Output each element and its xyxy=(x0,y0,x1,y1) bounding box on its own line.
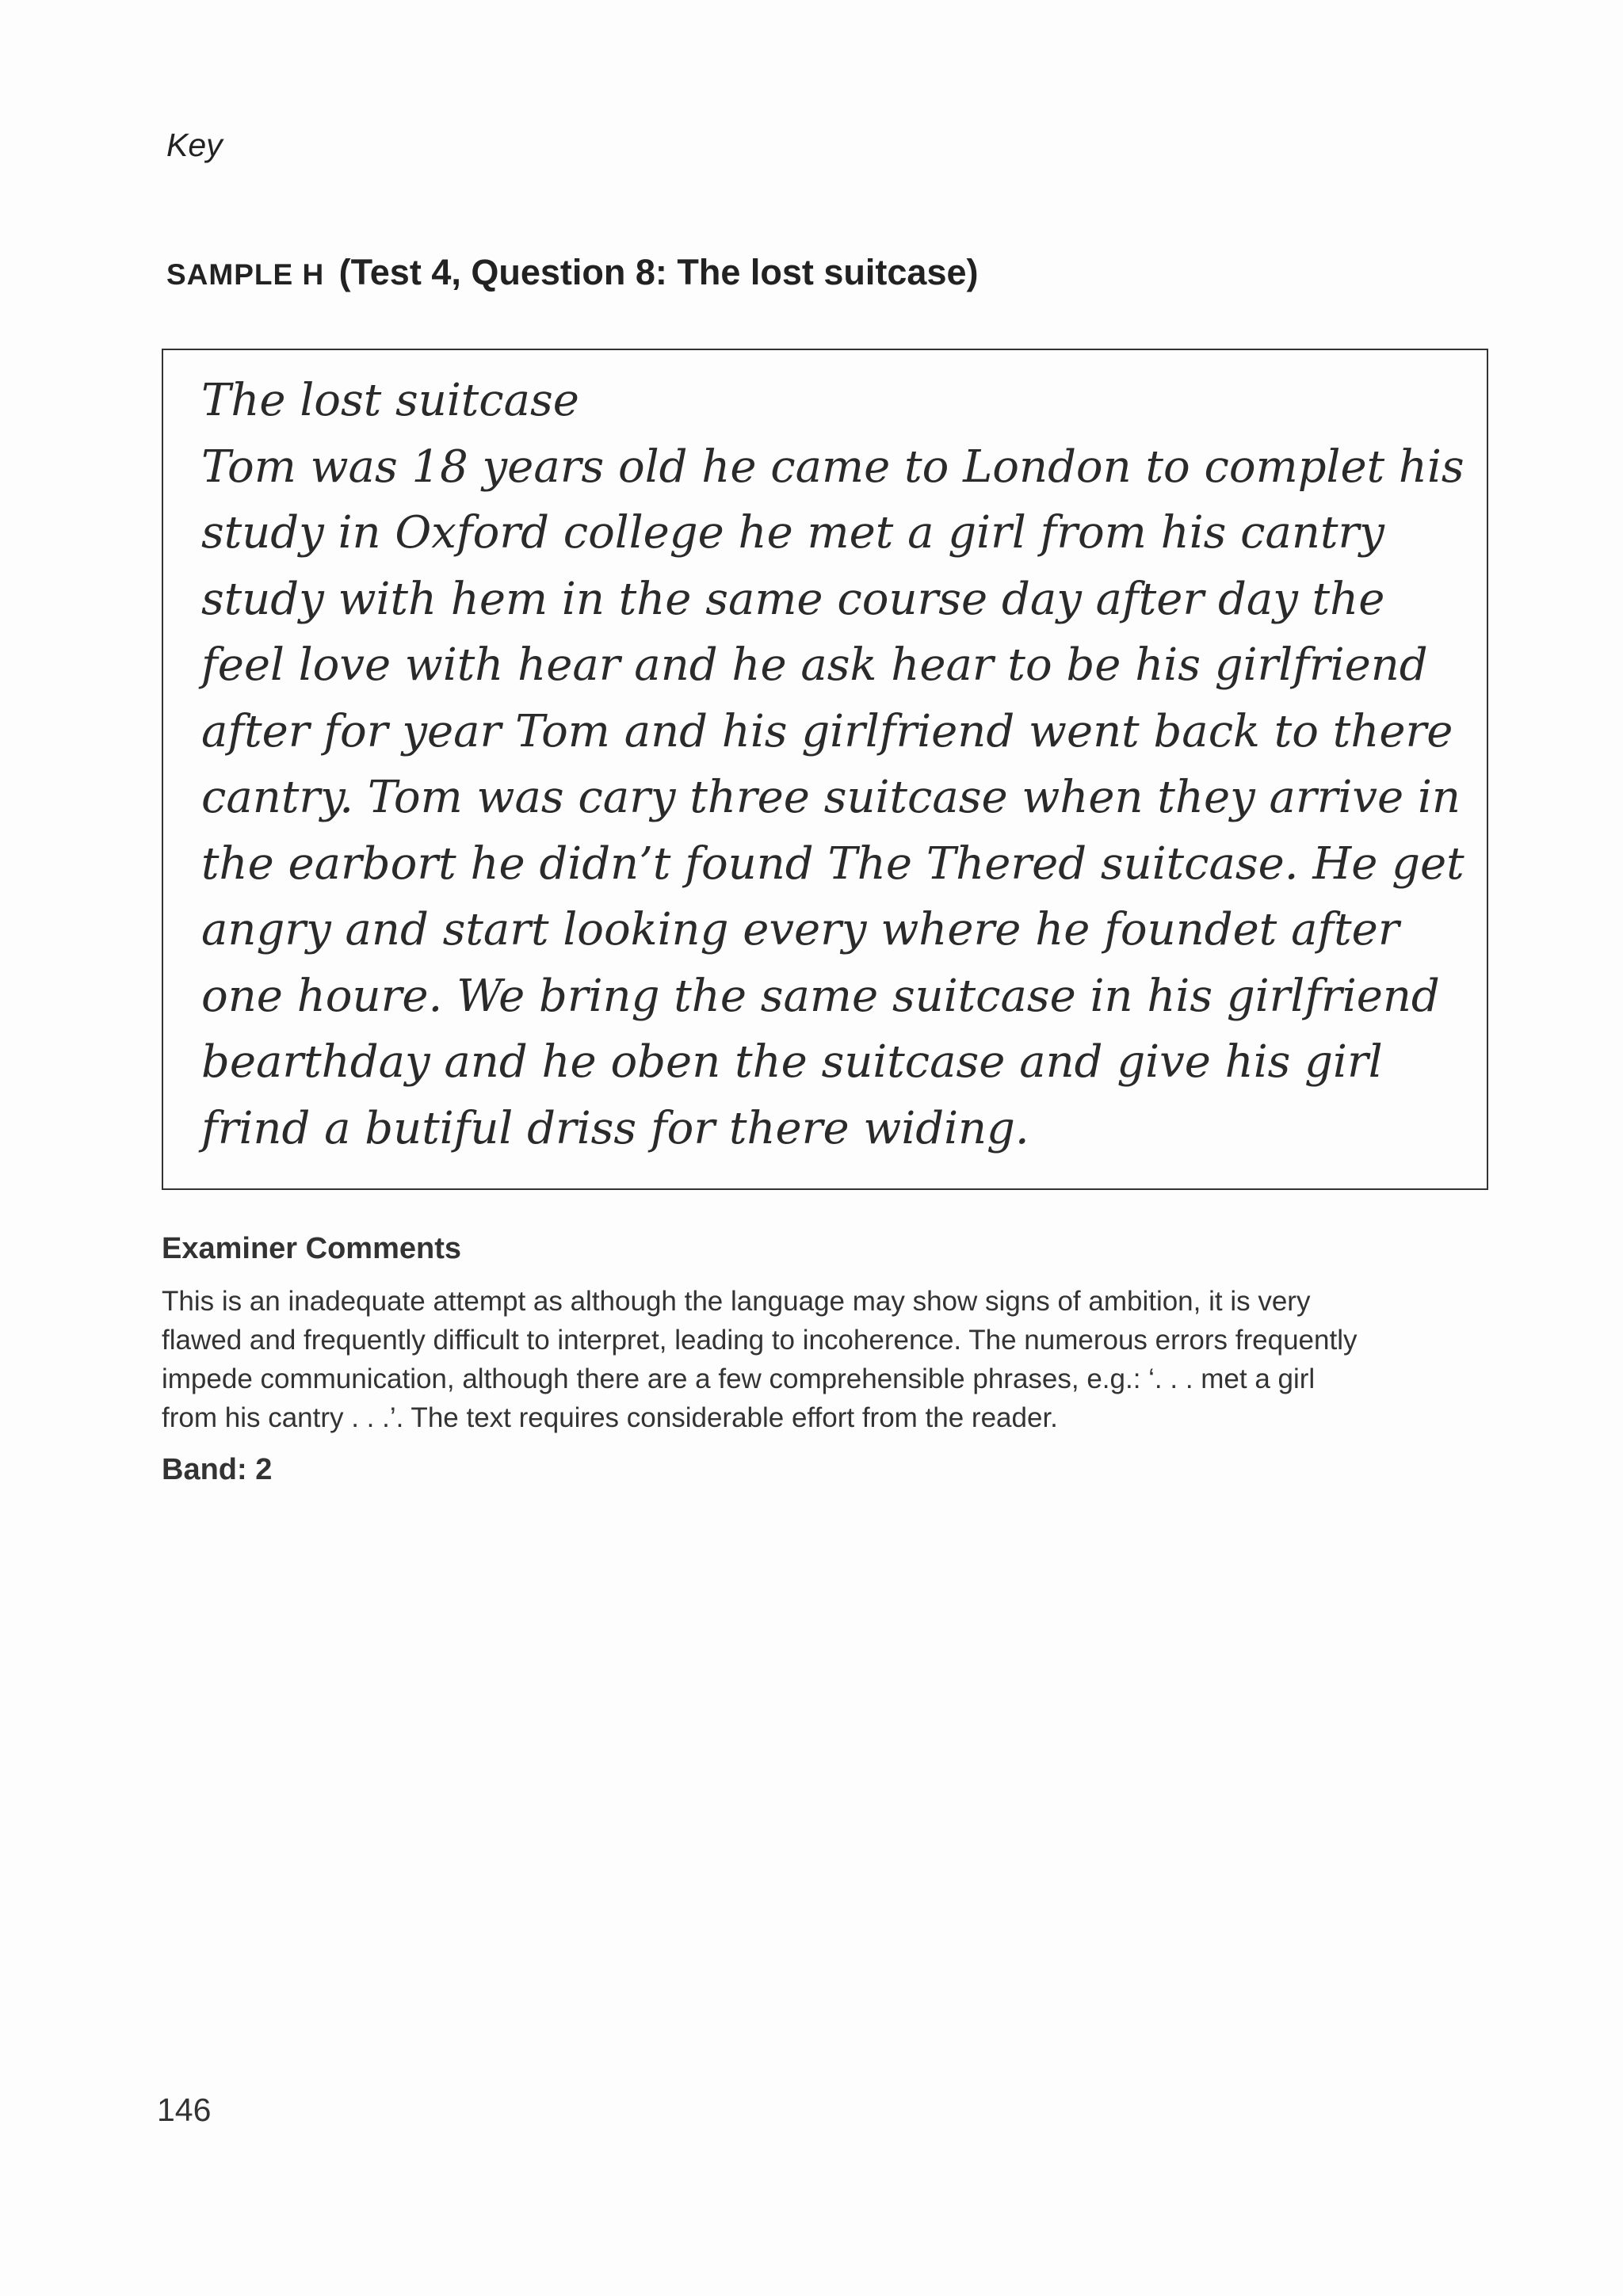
page-number: 146 xyxy=(157,2092,212,2128)
handwritten-line: The lost suitcase xyxy=(201,375,579,426)
handwritten-line: the earbort he didn’t found The Thered suitcase. He get xyxy=(201,837,1465,890)
handwritten-line: feel love with hear and he ask hear to be his girlfriend xyxy=(201,639,1428,691)
sample-title: (Test 4, Question 8: The lost suitcase) xyxy=(338,252,979,292)
sample-label: SAMPLE H xyxy=(166,258,325,291)
examiner-comments-heading: Examiner Comments xyxy=(162,1232,462,1265)
handwritten-line: bearthday and he oben the suitcase and give his girl xyxy=(201,1036,1383,1088)
comment-line: flawed and frequently difficult to interpret, leading to incoherence. The numerous errors frequently xyxy=(162,1325,1358,1356)
handwritten-line: cantry. Tom was cary three suitcase when they arrive in xyxy=(201,772,1461,823)
handwritten-line: study with hem in the same course day after day the xyxy=(201,573,1385,625)
comment-line: from his cantry . . .’. The text requires considerable effort from the reader. xyxy=(162,1402,1058,1433)
handwritten-sample-box xyxy=(162,349,1488,1190)
handwritten-line: frind a butiful driss for there widing. xyxy=(201,1102,1029,1154)
handwritten-line: after for year Tom and his girlfriend went back to there xyxy=(201,705,1453,757)
handwritten-text xyxy=(201,368,1463,1161)
handwritten-line: study in Oxford college he met a girl from his cantry xyxy=(201,507,1384,559)
comment-line: This is an inadequate attempt as although the language may show signs of ambition, it is very xyxy=(162,1286,1311,1317)
handwritten-line: Tom was 18 years old he came to London to complet his xyxy=(201,441,1465,493)
band-score: Band: 2 xyxy=(162,1453,273,1486)
handwritten-line: angry and start looking every where he foundet after xyxy=(201,904,1400,955)
sample-heading xyxy=(166,252,978,293)
handwritten-line: one houre. We bring the same suitcase in his girlfriend xyxy=(201,970,1440,1022)
examiner-comments-body xyxy=(162,1282,1509,1437)
comment-line: impede communication, although there are a few comprehensible phrases, e.g.: ‘. . . met a girl xyxy=(162,1363,1316,1394)
running-head: Key xyxy=(166,127,223,163)
